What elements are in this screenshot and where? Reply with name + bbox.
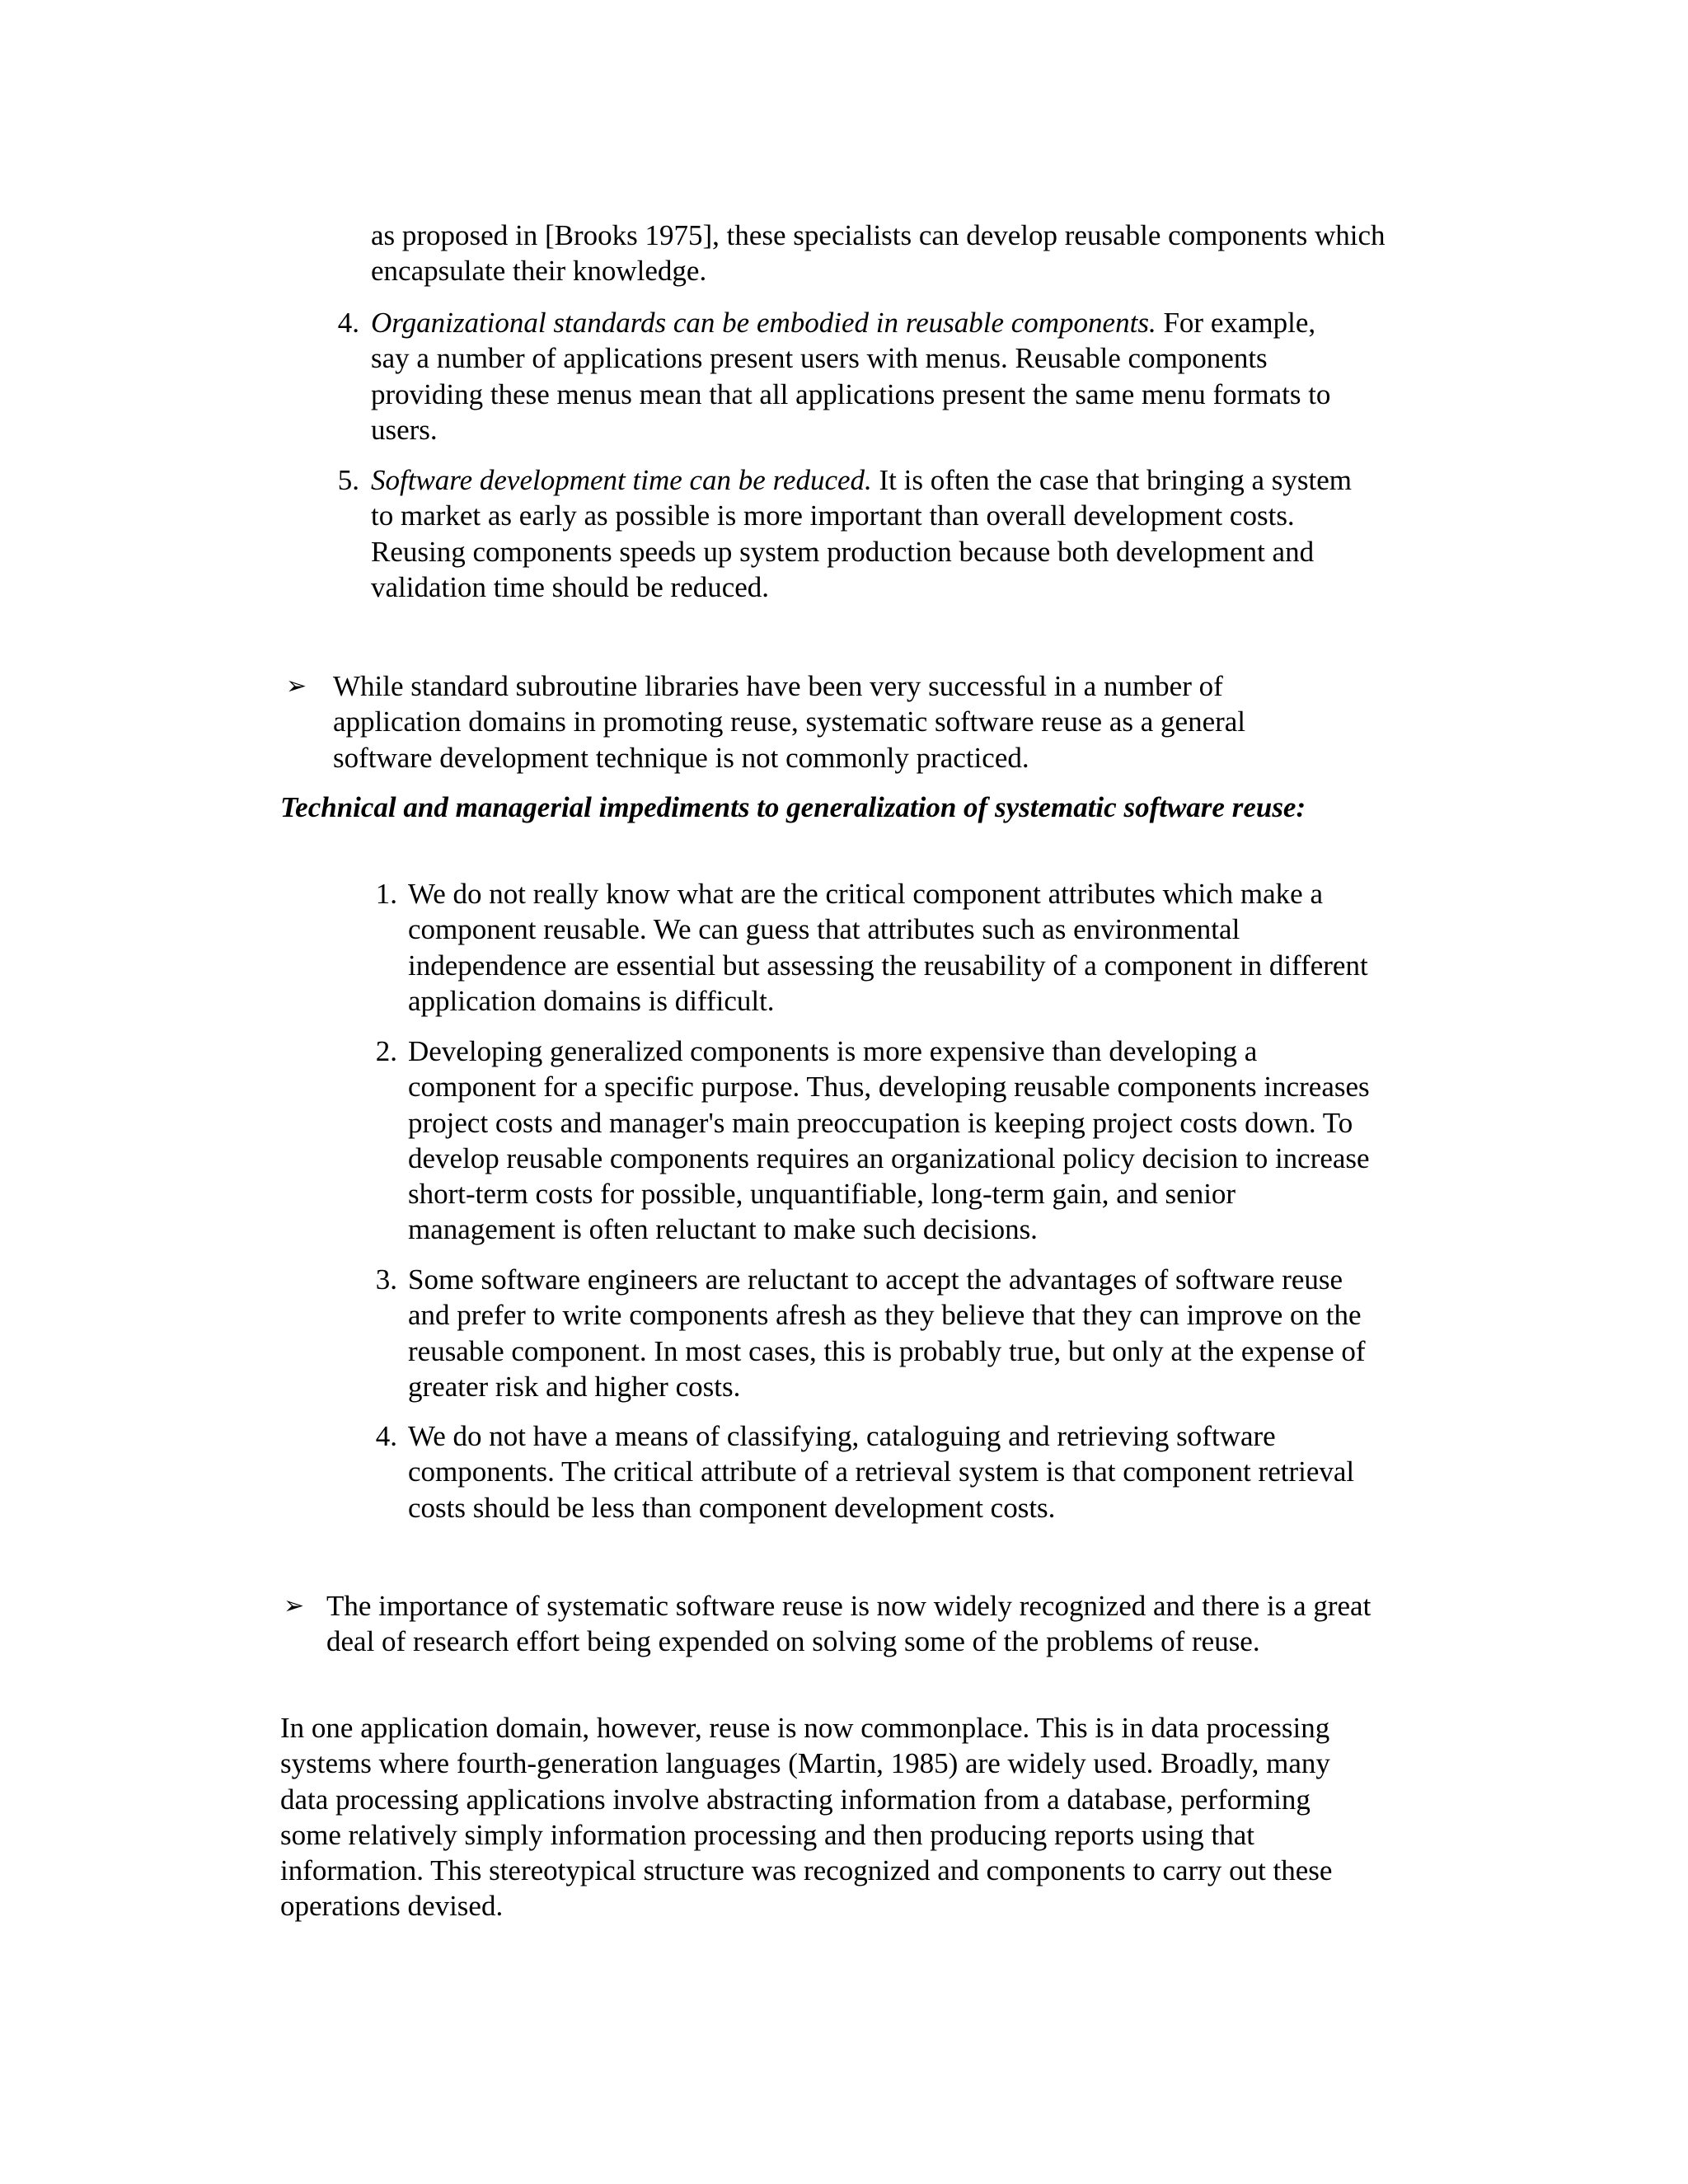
benefit-number: 4. xyxy=(337,307,359,339)
impediment-number: 1. xyxy=(375,878,397,910)
impediment-item-4: We do not have a means of classifying, cataloguing and retrieving software components. The critical attribute of a retrieval system is that component retrieval costs should be less than component development costs. xyxy=(408,1420,1355,1524)
section-heading: Technical and managerial impediments to generalization of systematic software reuse: xyxy=(280,791,1306,823)
benefit-text: For example, say a number of applications present users with menus. Reusable components providing these menus mean that all applications present the same menu formats to users. xyxy=(371,307,1331,446)
benefit-text: It is often the case that bringing a system to market as early as possible is more important than overall development costs. Reusing components speeds up system production because both development and validation time should be reduced. xyxy=(371,464,1352,603)
intro-continuation: as proposed in [Brooks 1975], these specialists can develop reusable components which encapsulate their knowledge. xyxy=(371,219,1386,288)
benefit-number: 5. xyxy=(337,464,359,496)
impediment-number: 2. xyxy=(375,1035,397,1067)
arrow-bullet-icon: ➢ xyxy=(286,673,307,700)
bullet-paragraph-1: While standard subroutine libraries have been very successful in a number of application domains in promoting reuse, systematic software reuse as a general software development technique is not commonly practiced. xyxy=(333,670,1246,774)
impediment-item-3: Some software engineers are reluctant to accept the advantages of software reuse and prefer to write components afresh as they believe that they can improve on the reusable component. In most cases, this is probably true, but only at the expense of greater risk and higher costs. xyxy=(408,1263,1366,1403)
bullet-paragraph-2: The importance of systematic software reuse is now widely recognized and there is a great deal of research effort being expended on solving some of the problems of reuse. xyxy=(326,1590,1372,1658)
benefit-item-4 xyxy=(371,305,1343,448)
impediment-item-1: We do not really know what are the critical component attributes which make a component reusable. We can guess that attributes such as environmental independence are essential but assessing the reusability of a component in different application domains is difficult. xyxy=(408,878,1368,1017)
arrow-bullet-icon: ➢ xyxy=(284,1592,305,1619)
impediment-number: 4. xyxy=(375,1420,397,1452)
impediment-number: 3. xyxy=(375,1263,397,1296)
impediment-item-2: Developing generalized components is more expensive than developing a component for a specific purpose. Thus, developing reusable components increases project costs and manager's main preoccupation is keeping project costs down. To develop reusable components requires an organizational policy decision to increase short-term costs for possible, unquantifiable, long-term gain, and senior management is often reluctant to make such decisions. xyxy=(408,1035,1370,1246)
benefit-lead: Software development time can be reduced. xyxy=(371,464,872,496)
benefit-item-5 xyxy=(371,462,1360,605)
benefit-lead: Organizational standards can be embodied in reusable components. xyxy=(371,307,1156,339)
closing-paragraph: In one application domain, however, reuse is now commonplace. This is in data processing systems where fourth-generation languages (Martin, 1985) are widely used. Broadly, many data processing applications involve abstracting information from a database, performing some relatively simply information processing and then producing reports using that information. This stereotypical structure was recognized and components to carry out these operations devised. xyxy=(280,1712,1333,1923)
